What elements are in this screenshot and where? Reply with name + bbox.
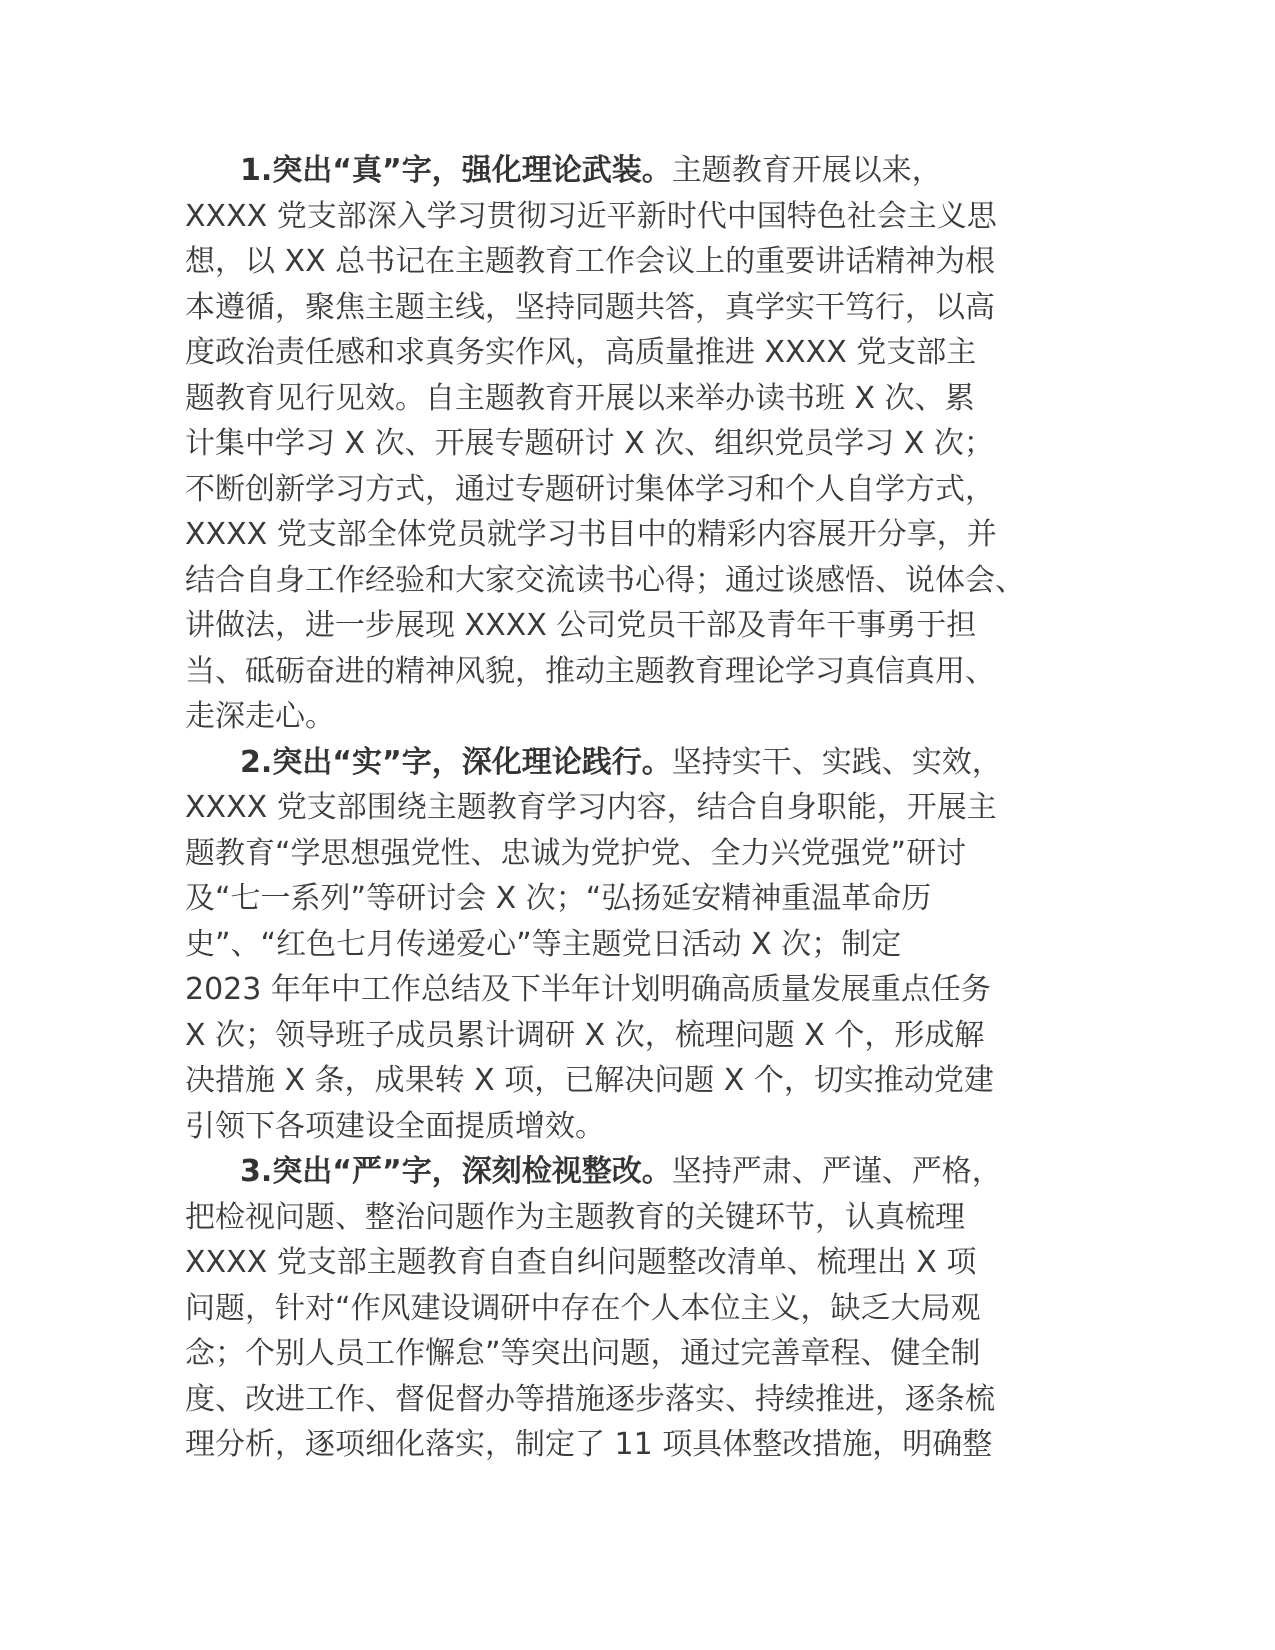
section-1	[185, 148, 1100, 740]
section-3	[185, 1149, 1100, 1468]
paragraph-line: 度政治责任感和求真务实作风，高质量推进 XXXX 党支部主	[185, 335, 977, 370]
section-2-first-line	[185, 740, 1100, 786]
paragraph-line: 2023 年年中工作总结及下半年计划明确高质量发展重点任务	[185, 972, 991, 1007]
paragraph-line: 把检视问题、整治问题作为主题教育的关键环节，认真梳理	[185, 1199, 965, 1235]
paragraph-line: 度、改进工作、督促督办等措施逐步落实、持续推进，逐条梳	[185, 1381, 995, 1417]
paragraph-line: 本遵循，聚焦主题主线，坚持同题共答，真学实干笃行，以高	[185, 289, 995, 325]
paragraph-line: 题教育“学思想强党性、忠诚为党护党、全力兴党强党”研讨	[185, 835, 967, 871]
section-1-first-line	[185, 148, 1100, 194]
paragraph-text: 坚持严肃、严谨、严格，	[671, 1154, 1002, 1189]
paragraph-line: 当、砥砺奋进的精神风貌，推动主题教育理论学习真信真用、	[185, 653, 995, 689]
paragraph-line: XXXX 党支部深入学习贯彻习近平新时代中国特色社会主义思	[185, 198, 997, 234]
paragraph-text: 坚持实干、实践、实效，	[671, 744, 1002, 780]
paragraph-line: 及“七一系列”等研讨会 X 次；“弘扬延安精神重温革命历	[185, 881, 932, 916]
paragraph-line: 题教育见行见效。自主题教育开展以来举办读书班 X 次、累	[185, 380, 975, 416]
paragraph-line: 不断创新学习方式，通过专题研讨集体学习和个人自学方式，	[185, 471, 995, 507]
paragraph-line: XXXX 党支部围绕主题教育学习内容，结合自身职能，开展主	[185, 790, 997, 825]
section-heading: 2.突出“实”字，深化理论践行。	[240, 744, 672, 780]
paragraph-line: 念；个别人员工作懈怠”等突出问题，通过完善章程、健全制	[185, 1336, 981, 1371]
paragraph-line: 决措施 X 条，成果转 X 项，已解决问题 X 个，切实推动党建	[185, 1063, 994, 1098]
section-2	[185, 740, 1100, 1150]
paragraph-line: 讲做法，进一步展现 XXXX 公司党员干部及青年干事勇于担	[185, 608, 977, 643]
paragraph-line: XXXX 党支部全体党员就学习书目中的精彩内容展开分享，并	[185, 517, 997, 552]
paragraph-line: 走深走心。	[185, 699, 335, 734]
paragraph-text: 主题教育开展以来，	[671, 153, 942, 188]
paragraph-line: 结合自身工作经验和大家交流读书心得；通过谈感悟、说体会、	[185, 562, 1025, 598]
paragraph-line: 引领下各项建设全面提质增效。	[185, 1108, 605, 1144]
paragraph-line: 问题，针对“作风建设调研中存在个人本位主义，缺乏大局观	[185, 1290, 981, 1326]
paragraph-line: 理分析，逐项细化落实，制定了 11 项具体整改措施，明确整	[185, 1427, 993, 1462]
section-heading: 1.突出“真”字，强化理论武装。	[240, 153, 672, 188]
section-3-first-line	[185, 1149, 1100, 1195]
paragraph-line: X 次；领导班子成员累计调研 X 次，梳理问题 X 个，形成解	[185, 1017, 985, 1053]
section-heading: 3.突出“严”字，深刻检视整改。	[240, 1154, 672, 1189]
paragraph-line: XXXX 党支部主题教育自查自纠问题整改清单、梳理出 X 项	[185, 1245, 977, 1280]
document-body	[185, 148, 1100, 1468]
paragraph-line: 计集中学习 X 次、开展专题研讨 X 次、组织党员学习 X 次；	[185, 426, 994, 461]
paragraph-line: 想，以 XX 总书记在主题教育工作会议上的重要讲话精神为根	[185, 244, 996, 279]
paragraph-line: 史”、“红色七月传递爱心”等主题党日活动 X 次；制定	[185, 926, 902, 962]
